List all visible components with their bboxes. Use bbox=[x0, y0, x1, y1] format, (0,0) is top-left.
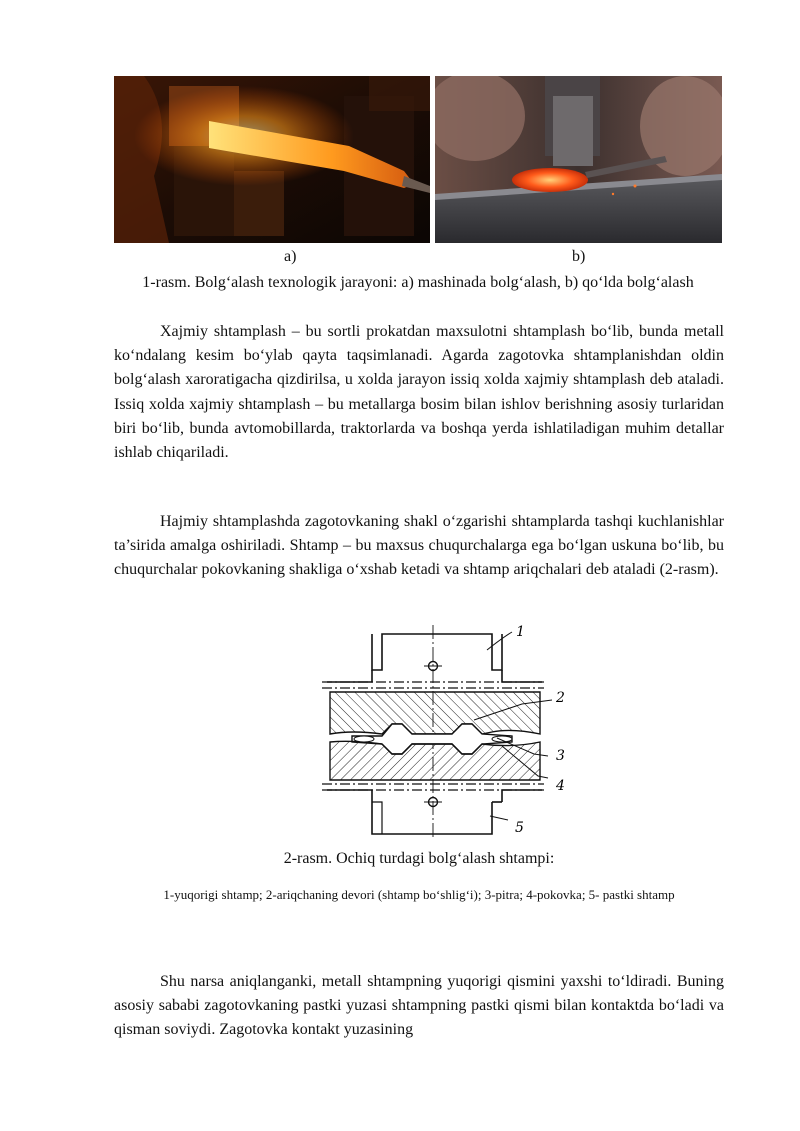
figure-2-die-diagram bbox=[312, 620, 572, 842]
paragraph-2: Hajmiy shtamplashda zagotovkaning shakl o‘zgarishi shtamplarda tashqi kuchlanishlar ta’sirida amalga oshiriladi. Shtamp – bu maxsus chuqurchalarga ega bo‘lgan uskuna bo‘lib, bu chuqurchalar pokovkaning shakliga o‘xshab ketadi va shtamp ariqchalari deb ataladi (2-rasm). bbox=[114, 513, 724, 579]
diagram-label-1: 1 bbox=[516, 624, 525, 640]
figure-2-legend: 1-yuqorigi shtamp; 2-ariqchaning devori (shtamp bo‘shlig‘i); 3-pitra; 4-pokovka; 5- pastki shtamp bbox=[163, 887, 675, 902]
figure-1-label-a: a) bbox=[284, 248, 297, 265]
figure-1-label-b: b) bbox=[572, 248, 586, 265]
figure-1-caption: 1-rasm. Bolg‘alash texnologik jarayoni: a) mashinada bolg‘alash, b) qo‘lda bolg‘alash bbox=[142, 274, 694, 291]
photo-hand-forging bbox=[435, 76, 722, 243]
diagram-label-3: 3 bbox=[556, 748, 565, 764]
paragraph-3: Shu narsa aniqlanganki, metall shtampning yuqorigi qismini yaxshi to‘ldiradi. Buning asosiy sababi zagotovkaning pastki yuzasi shtampning pastki qismi bilan kontaktda bo‘ladi va qisman soviydi. Zagotovka kontakt yuzasining bbox=[114, 973, 724, 1039]
figure-1-photos bbox=[114, 76, 722, 243]
paragraph-1: Xajmiy shtamplash – bu sortli prokatdan maxsulotni shtamplash bo‘lib, bunda metall ko‘ndalang kesim bo‘ylab qayta taqsimlanadi. Agarda zagotovka shtamplanishdan oldin bolg‘alash xaroratigacha qizdirilsa, u xolda jarayon issiq xolda xajmiy shtamplash deb ataladi. Issiq xolda xajmiy shtamplash – bu metallarga bosim bilan ishlov berishning asosiy turlaridan biri bo‘lib, bunda avtomobillarda, traktorlarda va boshqa yerda ishlatiladigan muhim detallar ishlab chiqariladi. bbox=[114, 323, 724, 462]
diagram-label-5: 5 bbox=[515, 820, 524, 836]
diagram-label-2: 2 bbox=[556, 690, 565, 706]
photo-machine-forging bbox=[114, 76, 430, 243]
figure-2-caption: 2-rasm. Ochiq turdagi bolg‘alash shtampi: bbox=[283, 850, 555, 867]
diagram-label-4: 4 bbox=[556, 778, 565, 794]
